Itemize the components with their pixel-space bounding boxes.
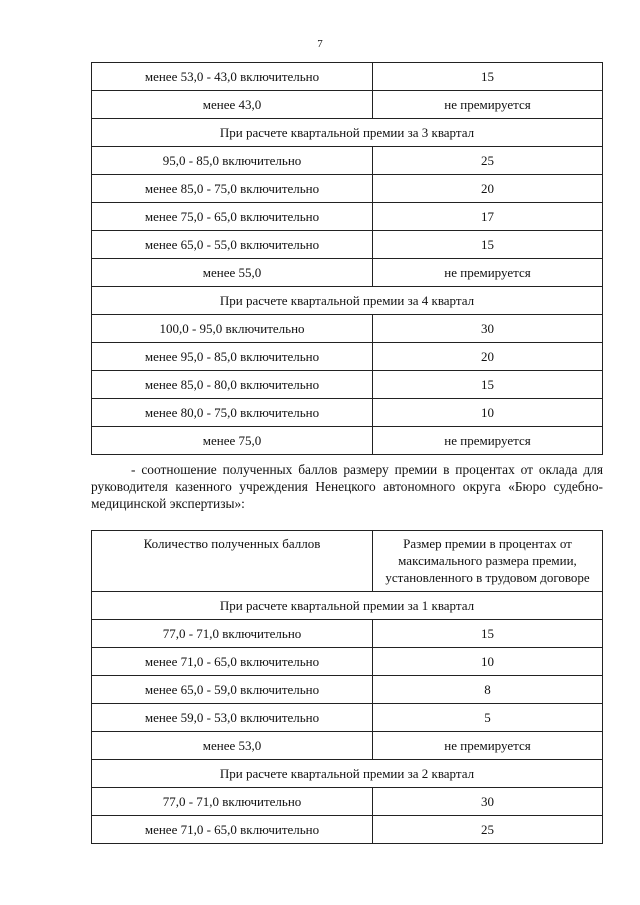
header-points-column: Количество полученных баллов [92,531,373,592]
section-row [92,760,603,788]
table-row [92,147,603,175]
points-range-cell: менее 53,0 [92,732,373,760]
bonus-value-cell: 17 [373,203,603,231]
table-row [92,259,603,287]
points-range-cell: менее 65,0 - 59,0 включительно [92,676,373,704]
bonus-value-cell: 20 [373,175,603,203]
bonus-value-cell: 30 [373,788,603,816]
bonus-value-cell: 25 [373,147,603,175]
bonus-value-cell: 30 [373,315,603,343]
bonus-value-cell: 20 [373,343,603,371]
table-row [92,788,603,816]
points-range-cell: менее 95,0 - 85,0 включительно [92,343,373,371]
section-title: При расчете квартальной премии за 1 квартал [92,592,603,620]
bonus-value-cell: 10 [373,399,603,427]
table-row [92,732,603,760]
table-row [92,620,603,648]
table2-body [92,531,603,844]
bonus-value-cell: не премируется [373,427,603,455]
points-range-cell: менее 80,0 - 75,0 включительно [92,399,373,427]
paragraph [91,461,603,512]
points-range-cell: 95,0 - 85,0 включительно [92,147,373,175]
points-range-cell: 77,0 - 71,0 включительно [92,620,373,648]
section-row [92,592,603,620]
table-row [92,676,603,704]
points-range-cell: менее 85,0 - 75,0 включительно [92,175,373,203]
table-row [92,343,603,371]
table-row [92,371,603,399]
bonus-value-cell: 10 [373,648,603,676]
points-range-cell: 100,0 - 95,0 включительно [92,315,373,343]
section-row [92,119,603,147]
bonus-value-cell: 15 [373,620,603,648]
bonus-value-cell: 5 [373,704,603,732]
bonus-value-cell: не премируется [373,259,603,287]
table-row [92,648,603,676]
points-range-cell: менее 71,0 - 65,0 включительно [92,816,373,844]
bonus-table-continued [91,62,603,455]
table-row [92,704,603,732]
section-title: При расчете квартальной премии за 4 квартал [92,287,603,315]
points-range-cell: менее 59,0 - 53,0 включительно [92,704,373,732]
table-row [92,231,603,259]
section-title: При расчете квартальной премии за 2 квартал [92,760,603,788]
section-row [92,287,603,315]
points-range-cell: менее 65,0 - 55,0 включительно [92,231,373,259]
bonus-value-cell: 15 [373,63,603,91]
table-row [92,203,603,231]
table1-body [92,63,603,455]
points-range-cell: менее 75,0 [92,427,373,455]
table-row [92,63,603,91]
table-row [92,427,603,455]
points-range-cell: менее 55,0 [92,259,373,287]
points-range-cell: менее 43,0 [92,91,373,119]
bonus-value-cell: не премируется [373,732,603,760]
page-number: 7 [317,38,323,50]
points-range-cell: менее 75,0 - 65,0 включительно [92,203,373,231]
points-range-cell: 77,0 - 71,0 включительно [92,788,373,816]
paragraph-text: - соотношение полученных баллов размеру премии в процентах от оклада для руководителя казенного учреждения Ненецкого автономного округа «Бюро судебно-медицинской экспертизы»: [91,462,603,511]
bonus-table-head-of-institution [91,530,603,844]
table-header-row [92,531,603,592]
table-row [92,399,603,427]
section-title: При расчете квартальной премии за 3 квартал [92,119,603,147]
points-range-cell: менее 71,0 - 65,0 включительно [92,648,373,676]
points-range-cell: менее 85,0 - 80,0 включительно [92,371,373,399]
header-bonus-column: Размер премии в процентах от максимального размера премии, установленного в трудовом договоре [373,531,603,592]
bonus-value-cell: не премируется [373,91,603,119]
table-row [92,175,603,203]
bonus-value-cell: 8 [373,676,603,704]
bonus-value-cell: 15 [373,371,603,399]
bonus-value-cell: 25 [373,816,603,844]
points-range-cell: менее 53,0 - 43,0 включительно [92,63,373,91]
table-row [92,816,603,844]
table-row [92,91,603,119]
table-row [92,315,603,343]
bonus-value-cell: 15 [373,231,603,259]
